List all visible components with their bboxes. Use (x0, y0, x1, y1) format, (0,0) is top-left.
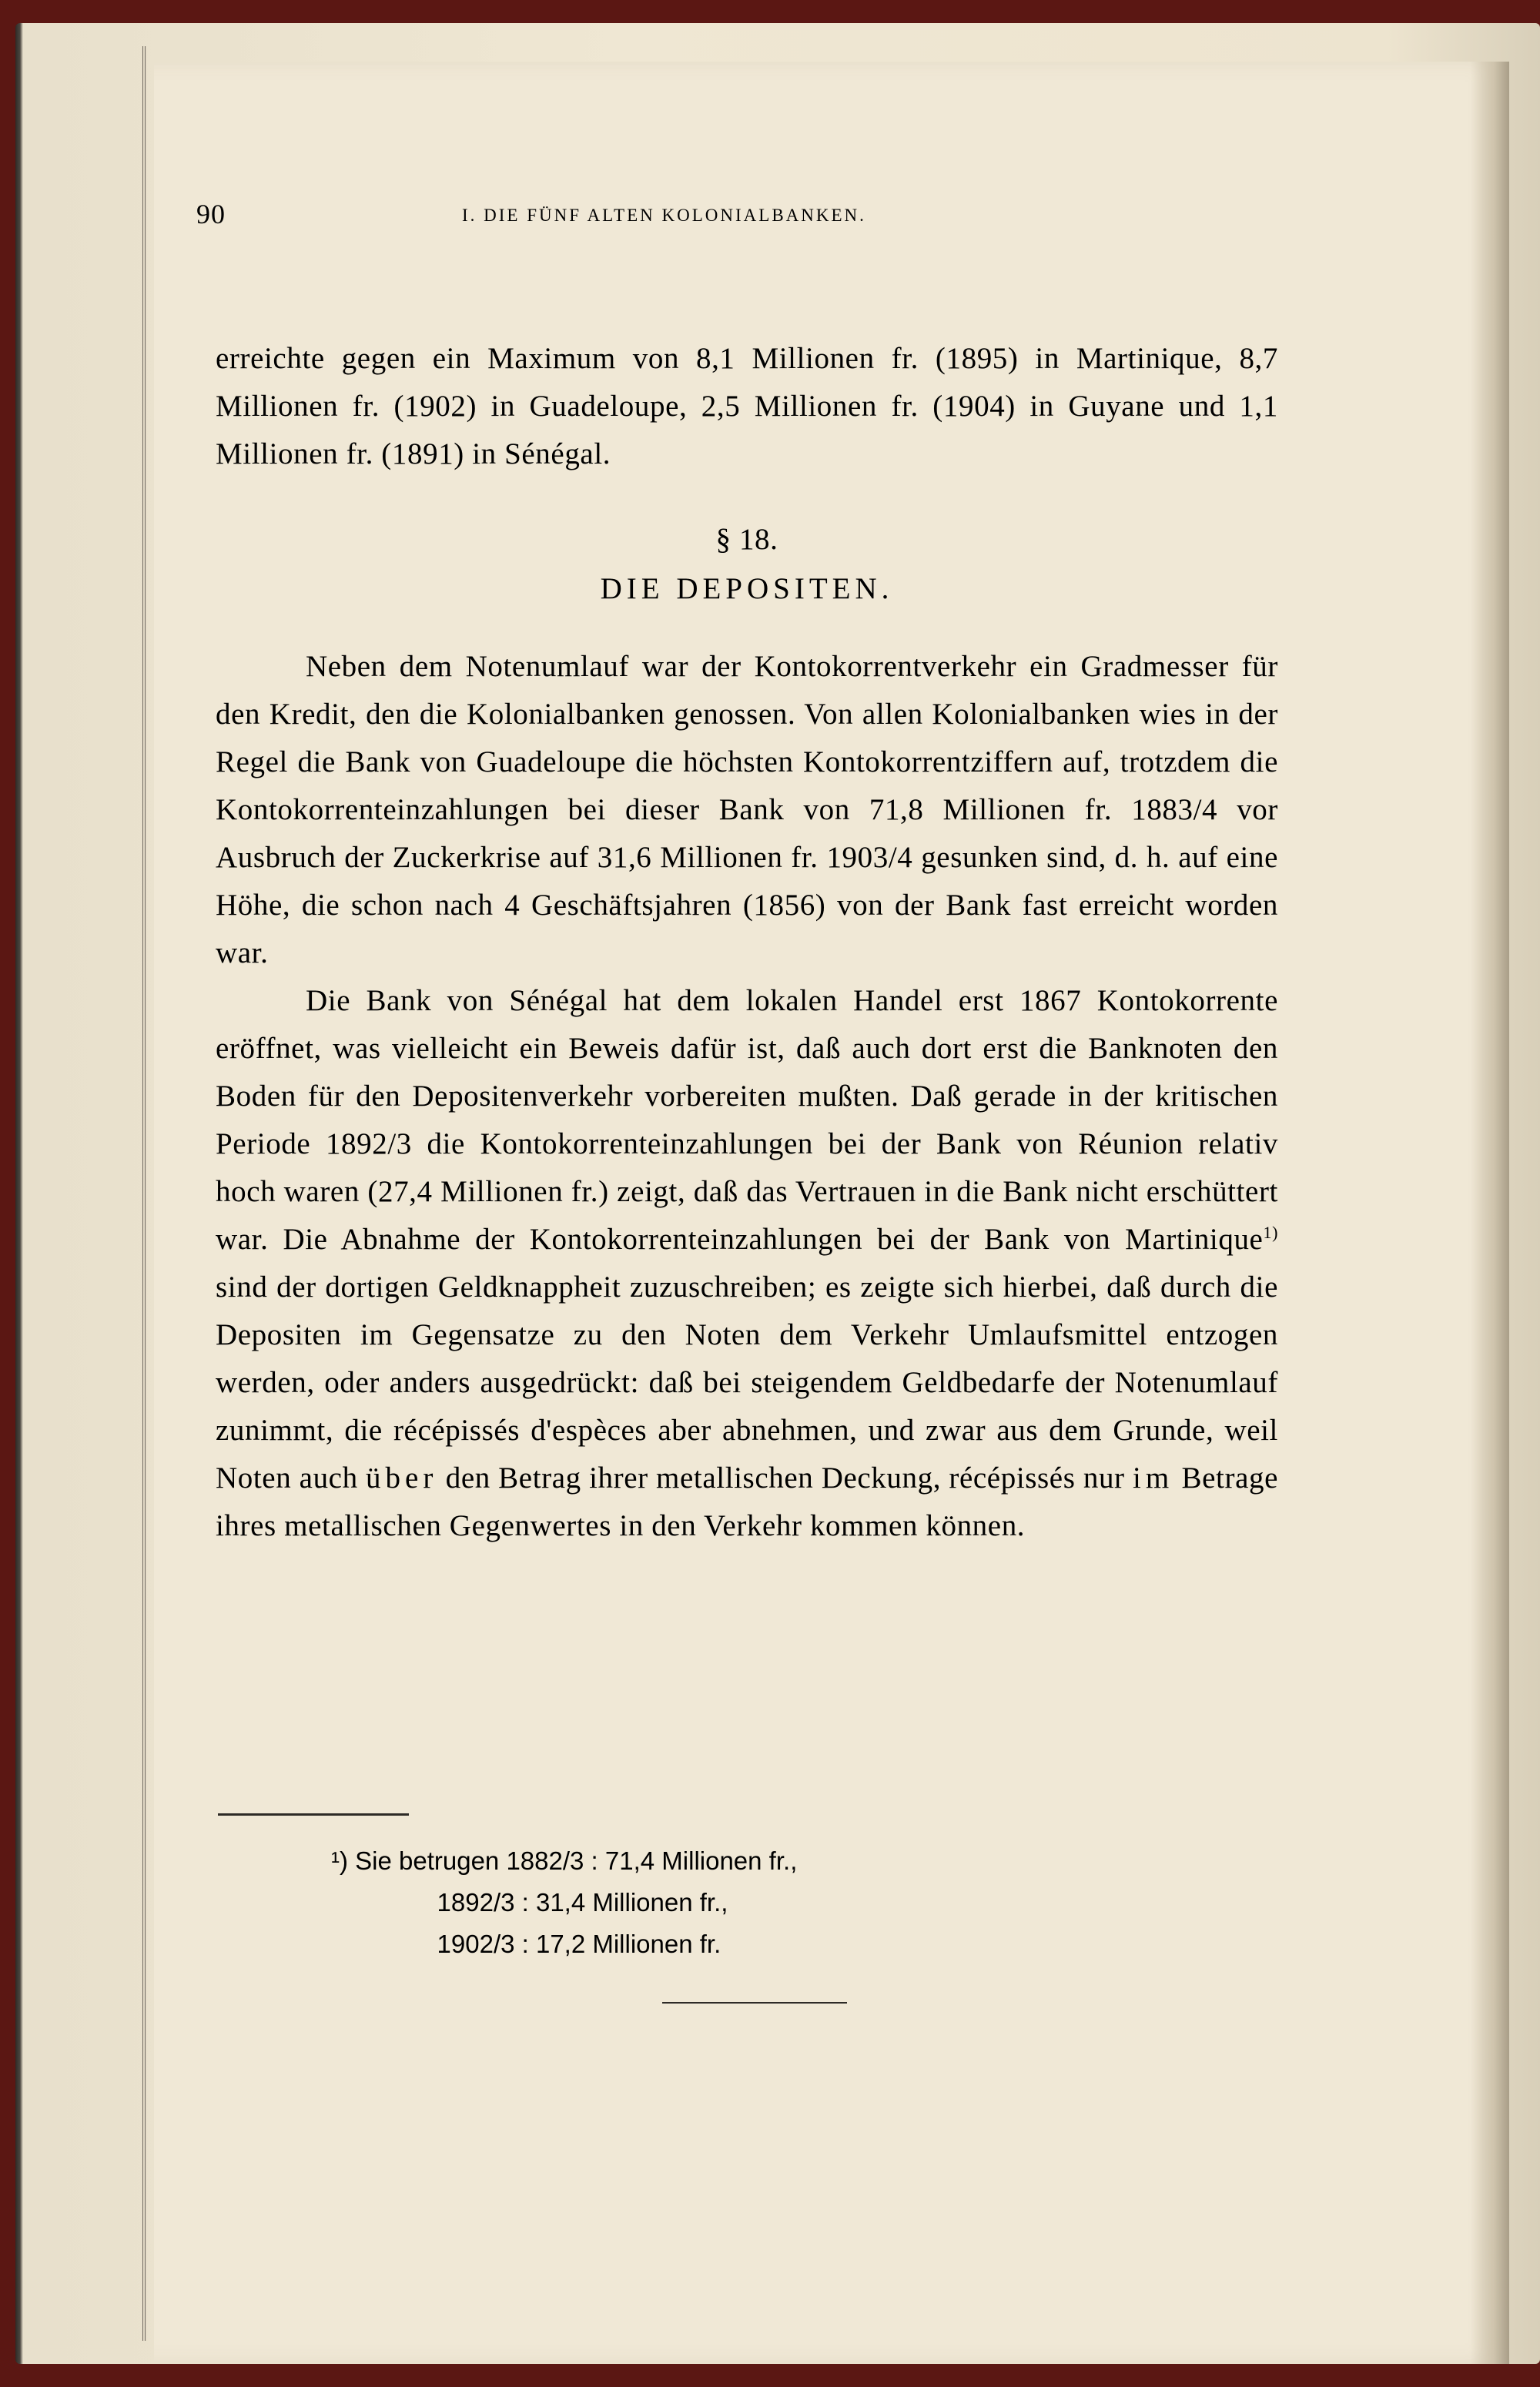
section-number: § 18. (715, 523, 778, 556)
page-number: 90 (196, 199, 226, 229)
paragraph-2-part-1: Die Bank von Sénégal hat dem lokalen Handel erst 1867 Kontokorrente eröffnet, was vielleicht ein Beweis dafür ist, daß auch dort erst die Banknoten den Boden für den Depositenverkehr vorbereiten mußten. Daß gerade in der kritischen Periode 1892/3 die Kontokorrenteinzahlungen bei der Bank von Réunion relativ hoch waren (27,4 Millionen fr.) zeigt, daß das Vertrauen in die Bank nicht erschüttert war. Die Abnahme der Kontokorrenteinzahlungen bei der Bank von Martinique (216, 984, 1278, 1256)
footnote-divider (218, 1813, 409, 1816)
emphasis-ueber: über (366, 1461, 438, 1495)
footnote-reference: 1) (1263, 1223, 1278, 1242)
section-heading (216, 516, 1278, 613)
running-header (196, 199, 1220, 229)
footnote (331, 1840, 1101, 1965)
running-title: I. DIE FÜNF ALTEN KOLONIALBANKEN. (462, 206, 866, 225)
paragraph-2-part-3: den Betrag ihrer metallischen Deckung, récépissés nur (437, 1461, 1133, 1495)
end-divider (662, 2002, 847, 2004)
footnote-line-1: ¹) Sie betrugen 1882/3 : 71,4 Millionen fr., (331, 1846, 798, 1875)
footnote-line-2: 1892/3 : 31,4 Millionen fr., (331, 1888, 728, 1917)
paragraph-2 (216, 977, 1278, 1550)
page-shadow (1471, 62, 1509, 2364)
footnote-line-3: 1902/3 : 17,2 Millionen fr. (331, 1930, 721, 1958)
paragraph-2-part-2: sind der dortigen Geldknappheit zuzuschreiben; es zeigte sich hierbei, daß durch die Depositen im Gegensatze zu den Noten dem Verkehr Umlaufsmittel entzogen werden, oder anders ausgedrückt: daß bei steigendem Geldbedarfe der Notenumlauf zunimmt, die récépissés d'espèces aber abnehmen, und zwar aus dem Grunde, weil Noten auch (216, 1270, 1278, 1495)
paragraph-2-part-4: Betrage ihres metallischen Gegenwertes in den Verkehr kommen können. (216, 1461, 1278, 1542)
body-text (216, 643, 1278, 1550)
paragraph-1: Neben dem Notenumlauf war der Kontokorrentverkehr ein Gradmesser für den Kredit, den die Kolonialbanken genossen. Von allen Kolonialbanken wies in der Regel die Bank von Guadeloupe die höchsten Kontokorrentziffern auf, trotzdem die Kontokorrenteinzahlungen bei dieser Bank von 71,8 Millionen fr. 1883/4 vor Ausbruch der Zuckerkrise auf 31,6 Millionen fr. 1903/4 gesunken sind, d. h. auf eine Höhe, die schon nach 4 Geschäftsjahren (1856) von der Bank fast erreicht worden war. (216, 650, 1278, 969)
section-title: DIE DEPOSITEN. (600, 572, 894, 605)
page-edges (142, 46, 147, 2341)
intro-paragraph: erreichte gegen ein Maximum von 8,1 Millionen fr. (1895) in Martinique, 8,7 Millionen fr. (1902) in Guadeloupe, 2,5 Millionen fr. (1904) in Guyane und 1,1 Millionen fr. (1891) in Sénégal. (216, 342, 1278, 470)
intro-block (216, 335, 1278, 478)
emphasis-im: im (1133, 1461, 1174, 1495)
